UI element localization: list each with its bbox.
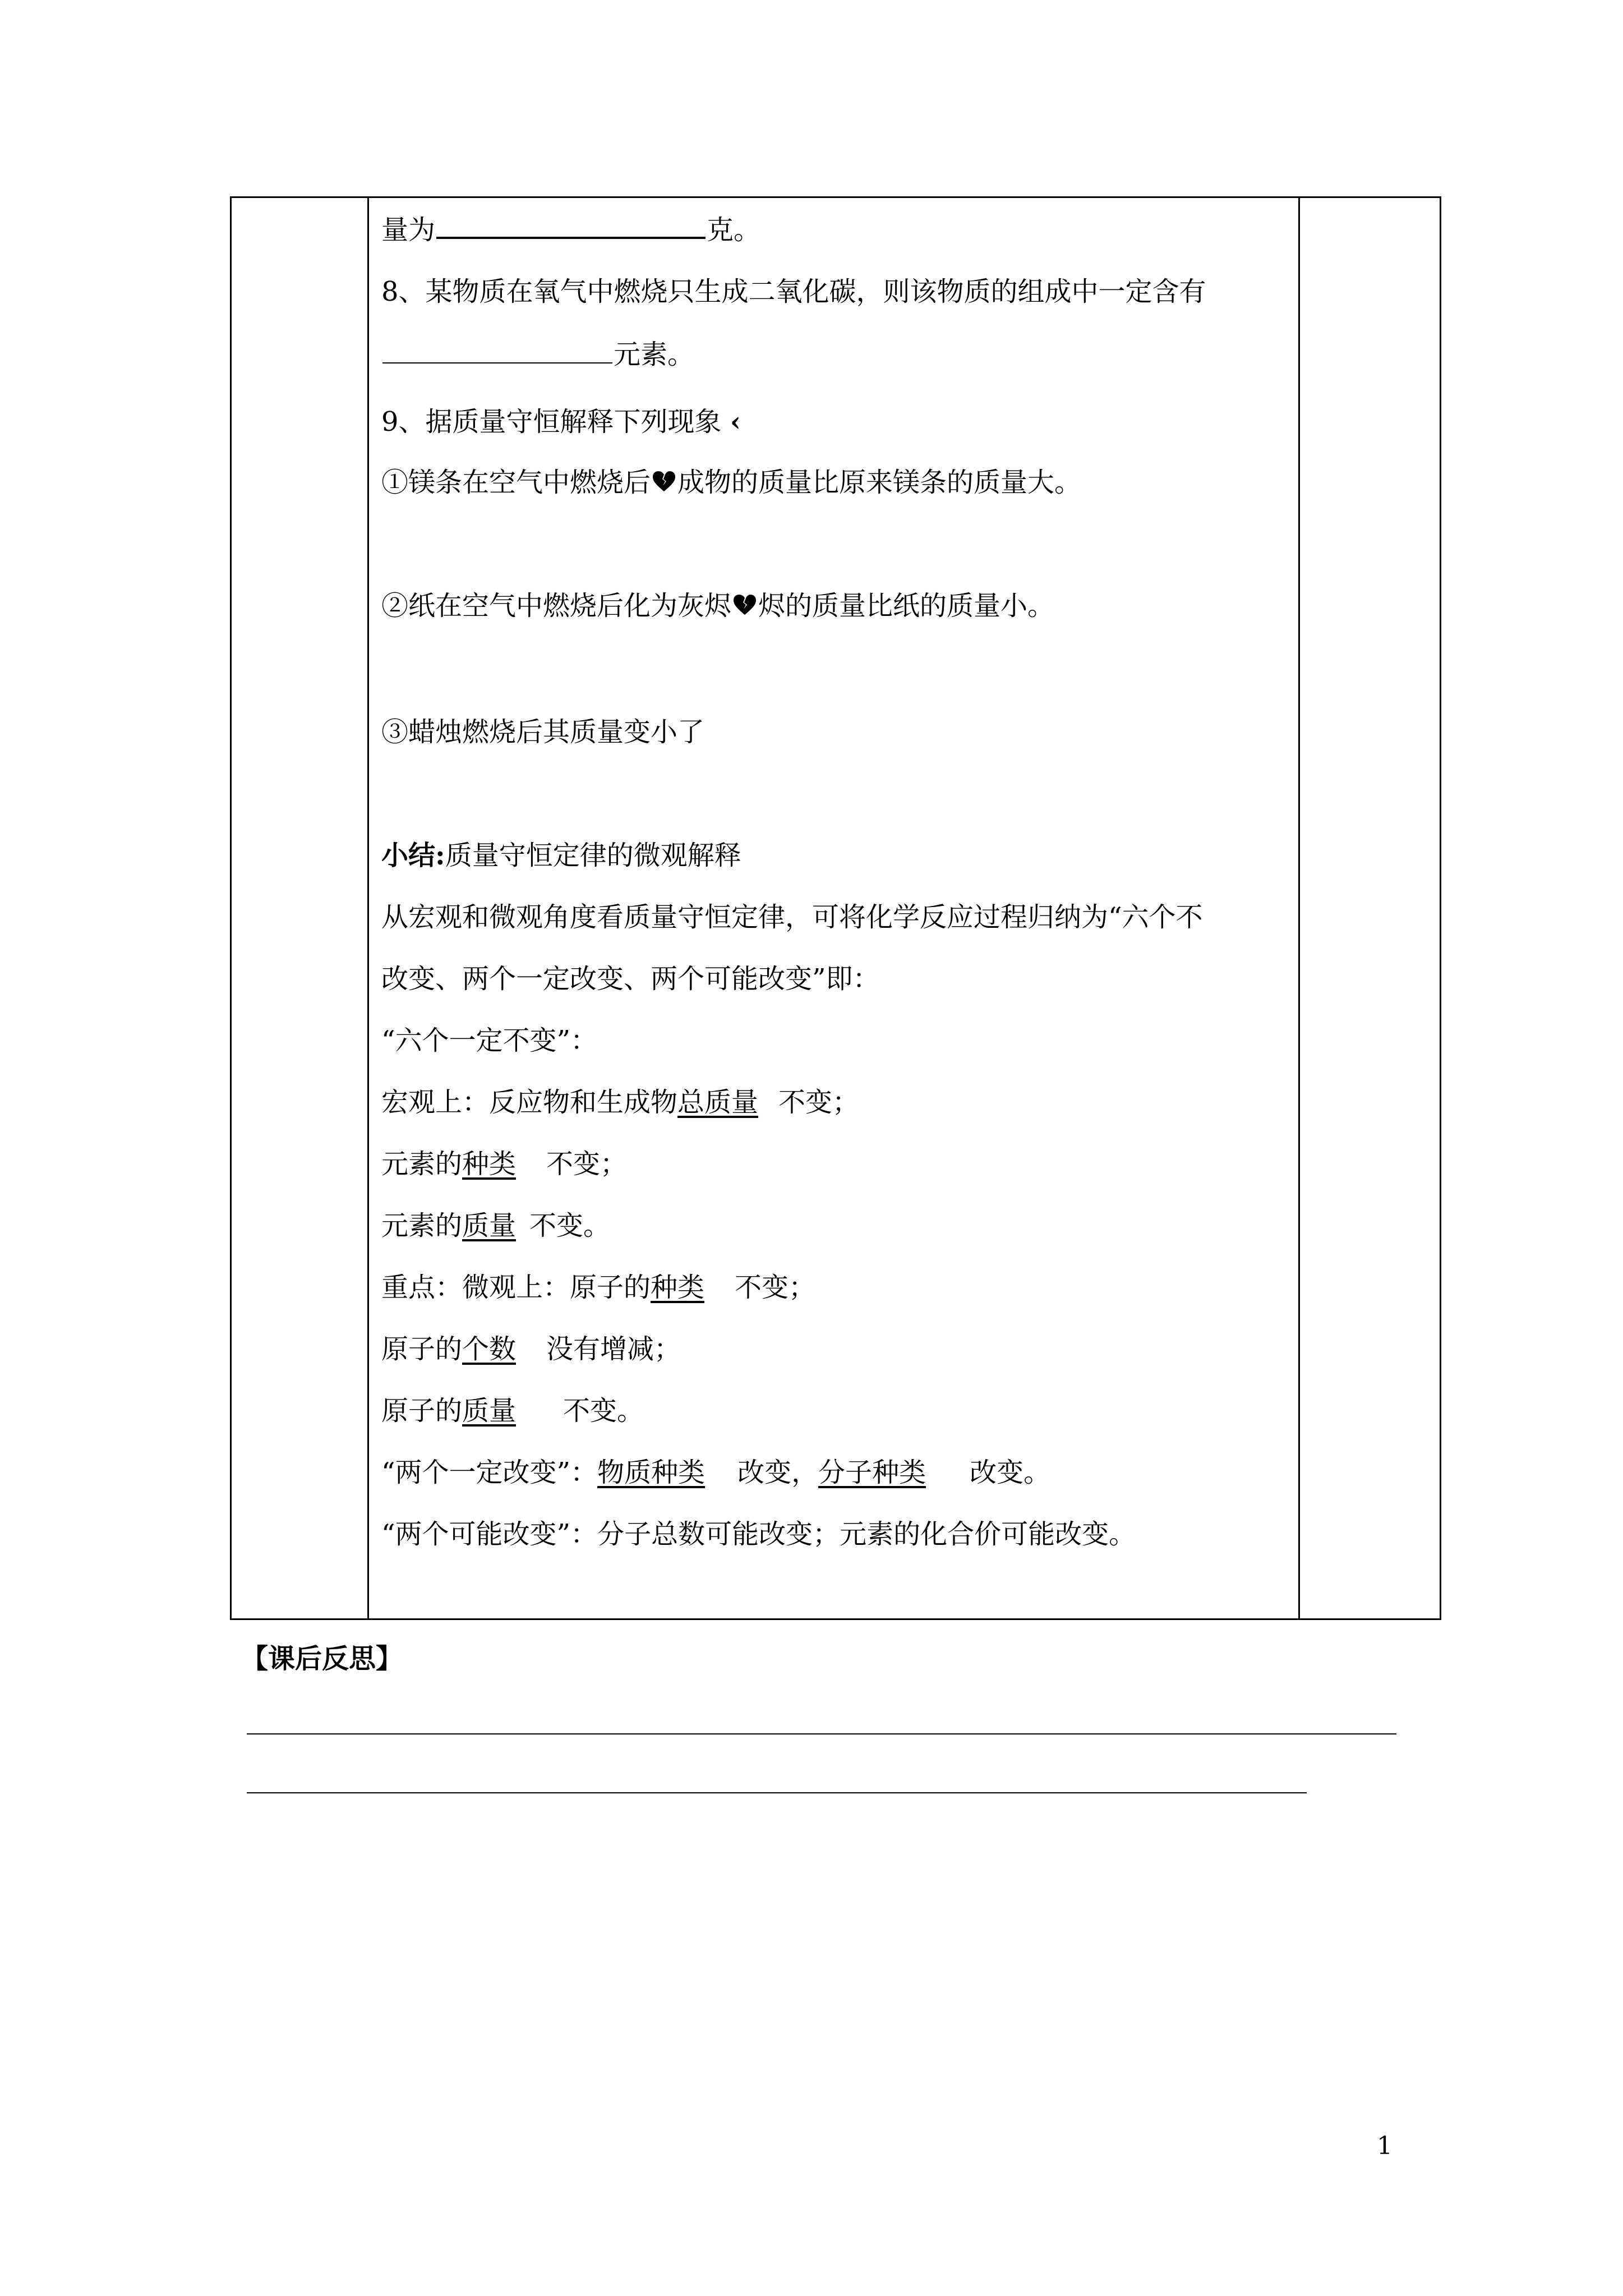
question-9-item-3 (381, 715, 704, 749)
text: : (435, 840, 445, 871)
filled-answer: 质量 (462, 1210, 517, 1241)
filled-answer: 个数 (462, 1333, 517, 1365)
text: 不变； (778, 1087, 860, 1118)
filled-answer: 种类 (462, 1148, 517, 1180)
text: 不变。 (563, 1395, 644, 1427)
text: ①镁条在空气中燃烧后 (381, 467, 651, 498)
summary-item (381, 1209, 610, 1243)
summary-item (381, 1517, 1136, 1551)
question-7-tail (381, 213, 760, 247)
text: 不变。 (529, 1210, 611, 1241)
text: ②纸在空气中燃烧后化为灰烬 (381, 590, 732, 622)
text: 克。 (707, 214, 761, 246)
summary-item (381, 1085, 859, 1119)
summary-item (381, 1147, 627, 1181)
answer-blank (436, 214, 706, 239)
page-number: 1 (1377, 2132, 1393, 2160)
text: “两个可能改变”：分子总数可能改变；元素的化合价可能改变。 (381, 1519, 1136, 1550)
summary-heading (381, 839, 741, 872)
text: “六个一定不变”： (381, 1025, 598, 1056)
answer-blank (382, 340, 612, 364)
summary-item (381, 1456, 1050, 1489)
filled-answer: 种类 (651, 1272, 705, 1303)
question-9-item-1 (381, 466, 1081, 499)
question-8-tail (381, 338, 694, 371)
question-9-item-2 (381, 589, 1054, 623)
text: 原子的 (381, 1395, 463, 1427)
table-bottom-border (230, 1618, 1441, 1620)
text: 元素。 (614, 339, 695, 370)
text: 重点：微观上：原子的 (381, 1272, 651, 1303)
text: 改变， (737, 1457, 819, 1488)
text: 原子的 (381, 1333, 463, 1365)
table-top-border (230, 196, 1441, 198)
text: 烬的质量比纸的质量小。 (758, 590, 1055, 622)
writing-line[interactable] (247, 1733, 1396, 1734)
text: 质量守恒定律的微观解释 (445, 840, 741, 871)
text: 改变、两个一定改变、两个可能改变”即： (381, 963, 880, 995)
text: 元素的 (381, 1210, 463, 1241)
table-col-border (230, 196, 232, 1620)
question-text: 8、某物质在氧气中燃烧只生成二氧化碳，则该物质的组成中一定含有 (381, 276, 1206, 307)
text: ③蜡烛燃烧后其质量变小了 (381, 716, 705, 748)
summary-text (381, 962, 880, 996)
text: 不变； (735, 1272, 816, 1303)
writing-line[interactable] (247, 1792, 1307, 1793)
question-8 (381, 275, 1206, 309)
table-col-border (367, 196, 369, 1620)
filled-answer: 质量 (462, 1395, 517, 1427)
broken-heart-icon (731, 591, 758, 618)
summary-subheading (381, 1024, 597, 1057)
text: 不变； (546, 1148, 628, 1180)
table-col-border (1298, 196, 1300, 1620)
text: 没有增减； (546, 1333, 681, 1365)
summary-text (381, 900, 1203, 934)
text: “两个一定改变”： (381, 1457, 598, 1488)
summary-item (381, 1332, 681, 1366)
chevron-left-icon: ‹ (730, 406, 741, 438)
text: 量为 (381, 214, 436, 246)
text: 改变。 (970, 1457, 1051, 1488)
filled-answer: 分子种类 (818, 1457, 926, 1488)
broken-heart-icon (651, 468, 677, 495)
filled-answer: 总质量 (677, 1087, 759, 1118)
text: 从宏观和微观角度看质量守恒定律，可将化学反应过程归纳为“六个不 (381, 901, 1203, 933)
question-text: 9、据质量守恒解释下列现象 (381, 406, 722, 438)
table-col-border (1440, 196, 1441, 1620)
summary-item (381, 1394, 644, 1428)
reflection-heading: 【课后反思】 (241, 1643, 403, 1674)
summary-item (381, 1271, 815, 1304)
text: 宏观上：反应物和生成物 (381, 1087, 678, 1118)
question-9 (381, 405, 741, 439)
filled-answer: 物质种类 (597, 1457, 706, 1488)
text: 成物的质量比原来镁条的质量大。 (677, 467, 1082, 498)
text: 元素的 (381, 1148, 463, 1180)
summary-label: 小结 (381, 840, 436, 871)
